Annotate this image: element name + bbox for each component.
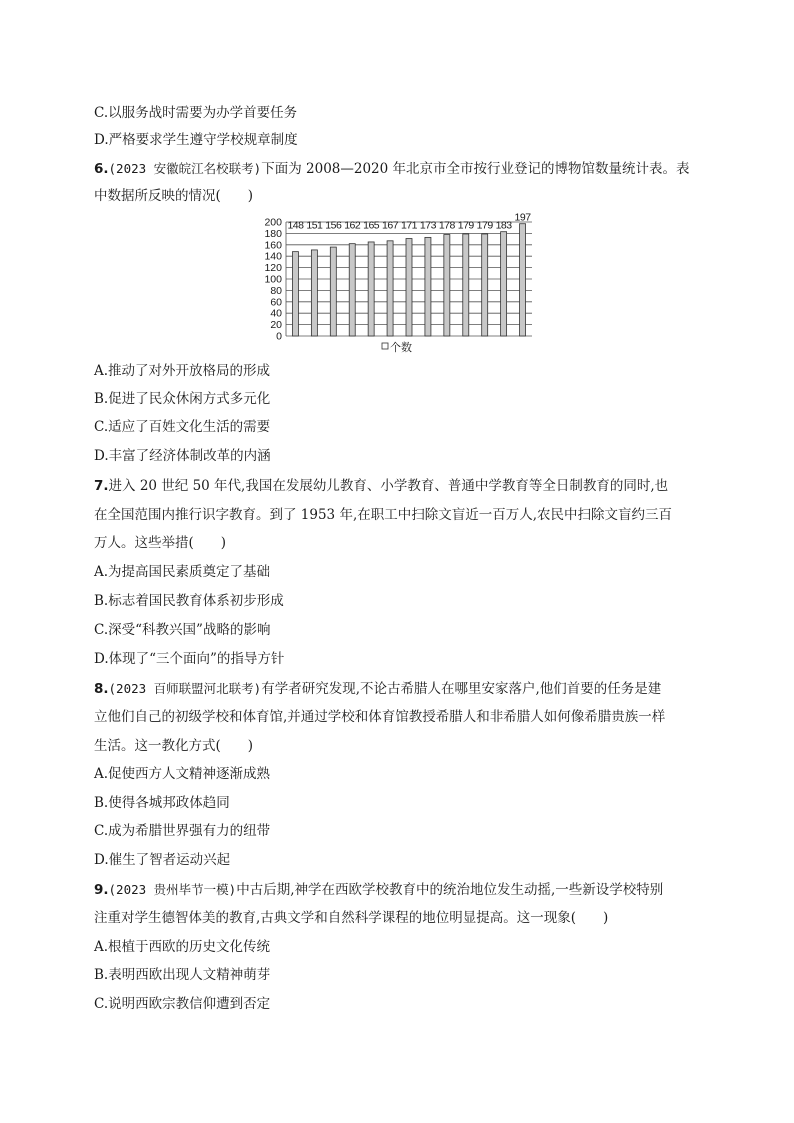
y-tick-label: 140 bbox=[264, 250, 282, 263]
q6-stem-text: 下面为 2008—2020 年北京市全市按行业登记的博物馆数量统计表。表 bbox=[261, 161, 690, 177]
bar-2011 bbox=[349, 244, 355, 336]
q9-source: (2023 贵州毕节一模) bbox=[108, 882, 237, 897]
q9-stem-line-1 bbox=[94, 881, 663, 899]
y-tick-label: 20 bbox=[270, 319, 282, 332]
q8-stem-line-1 bbox=[94, 680, 661, 698]
q6-stem-line-1 bbox=[94, 160, 690, 178]
chart-y-ticks bbox=[264, 217, 282, 343]
y-tick-label: 60 bbox=[270, 296, 282, 309]
q8-option-a: A.促使西方人文精神逐渐成熟 bbox=[94, 766, 271, 782]
y-tick-label: 80 bbox=[270, 284, 282, 297]
q7-option-c: C.深受“科教兴国”战略的影响 bbox=[94, 622, 271, 638]
q7-number: 7. bbox=[94, 478, 109, 494]
q9-option-c: C.说明西欧宗教信仰遭到否定 bbox=[94, 996, 271, 1012]
q9-option-b: B.表明西欧出现人文精神萌芽 bbox=[94, 967, 271, 983]
q9-option-a: A.根植于西欧的历史文化传统 bbox=[94, 939, 271, 955]
q9-stem-line-2: 注重对学生德智体美的教育,古典文学和自然科学课程的地位明显提高。这一现象( ) bbox=[94, 910, 609, 926]
q7-stem-line-1 bbox=[94, 477, 668, 495]
y-tick-label: 120 bbox=[264, 262, 282, 275]
q9-stem-text: 中古后期,神学在西欧学校教育中的统治地位发生动摇,一些新设学校特别 bbox=[236, 882, 664, 898]
data-label-2017: 179 bbox=[457, 219, 474, 232]
y-tick-label: 160 bbox=[264, 239, 282, 252]
bar-2012 bbox=[368, 242, 374, 336]
q7-stem-line-2: 在全国范围内推行识字教育。到了 1953 年,在职工中扫除文盲近一百万人,农民中扫除文盲约三百 bbox=[94, 507, 673, 523]
q6-stem-line-2: 中数据所反映的情况( ) bbox=[94, 188, 254, 204]
bar-2017 bbox=[463, 234, 469, 336]
q7-option-d: D.体现了“三个面向”的指导方针 bbox=[94, 651, 285, 667]
q6-number: 6. bbox=[94, 161, 109, 177]
y-tick-label: 200 bbox=[264, 216, 282, 229]
q5-option-c: C.以服务战时需要为办学首要任务 bbox=[94, 105, 298, 121]
q8-source: (2023 百师联盟河北联考) bbox=[108, 681, 262, 696]
q6-option-a: A.推动了对外开放格局的形成 bbox=[94, 363, 271, 379]
data-label-2019: 183 bbox=[495, 219, 512, 232]
museum-count-bar-chart bbox=[250, 212, 540, 357]
y-tick-label: 0 bbox=[276, 330, 282, 343]
bar-2008 bbox=[292, 252, 298, 336]
q8-number: 8. bbox=[94, 681, 109, 697]
bar-2019 bbox=[501, 232, 507, 336]
data-label-2015: 173 bbox=[419, 219, 436, 232]
q6-option-c: C.适应了百姓文化生活的需要 bbox=[94, 419, 271, 435]
data-label-2008: 148 bbox=[287, 219, 304, 232]
bar-2013 bbox=[387, 241, 393, 336]
q9-number: 9. bbox=[94, 882, 109, 898]
y-tick-label: 100 bbox=[264, 273, 282, 286]
chart-bars bbox=[292, 224, 525, 336]
q8-option-c: C.成为希腊世界强有力的纽带 bbox=[94, 823, 271, 839]
data-label-2020: 197 bbox=[514, 212, 531, 224]
q7-option-b: B.标志着国民教育体系初步形成 bbox=[94, 593, 284, 609]
q7-stem-text: 进入 20 世纪 50 年代,我国在发展幼儿教育、小学教育、普通中学教育等全日制教育的同时,也 bbox=[108, 478, 669, 494]
q8-stem-line-3: 生活。这一教化方式( ) bbox=[94, 738, 254, 754]
data-label-2013: 167 bbox=[382, 219, 399, 232]
y-tick-label: 180 bbox=[264, 227, 282, 240]
bar-2018 bbox=[482, 234, 488, 336]
q6-source: (2023 安徽皖江名校联考) bbox=[108, 161, 262, 176]
q8-stem-text: 有学者研究发现,不论古希腊人在哪里安家落户,他们首要的任务是建 bbox=[261, 681, 662, 697]
chart-legend bbox=[382, 340, 412, 354]
bar-2016 bbox=[444, 235, 450, 336]
bar-2015 bbox=[425, 237, 431, 336]
bar-2010 bbox=[330, 247, 336, 336]
q6-option-b: B.促进了民众休闲方式多元化 bbox=[94, 391, 271, 407]
data-label-2016: 178 bbox=[438, 219, 455, 232]
q8-option-b: B.使得各城邦政体趋同 bbox=[94, 795, 230, 811]
bar-2009 bbox=[311, 250, 317, 336]
legend-label: 个数 bbox=[390, 342, 412, 354]
data-label-2009: 151 bbox=[306, 219, 323, 232]
data-label-2018: 179 bbox=[476, 219, 493, 232]
q7-stem-line-3: 万人。这些举措( ) bbox=[94, 535, 227, 551]
q7-option-a: A.为提高国民素质奠定了基础 bbox=[94, 564, 271, 580]
q8-option-d: D.催生了智者运动兴起 bbox=[94, 852, 231, 868]
q6-option-d: D.丰富了经济体制改革的内涵 bbox=[94, 448, 271, 464]
data-label-2012: 165 bbox=[363, 219, 380, 232]
y-tick-label: 40 bbox=[270, 307, 282, 320]
q5-option-d: D.严格要求学生遵守学校规章制度 bbox=[94, 132, 298, 148]
data-label-2014: 171 bbox=[400, 219, 418, 232]
data-label-2011: 162 bbox=[344, 219, 361, 232]
bar-2014 bbox=[406, 239, 412, 336]
data-label-2010: 156 bbox=[325, 219, 342, 232]
q8-stem-line-2: 立他们自己的初级学校和体育馆,并通过学校和体育馆教授希腊人和非希腊人如何像希腊贵族一样 bbox=[94, 709, 666, 725]
legend-swatch bbox=[382, 343, 388, 349]
bar-2020 bbox=[520, 224, 526, 336]
